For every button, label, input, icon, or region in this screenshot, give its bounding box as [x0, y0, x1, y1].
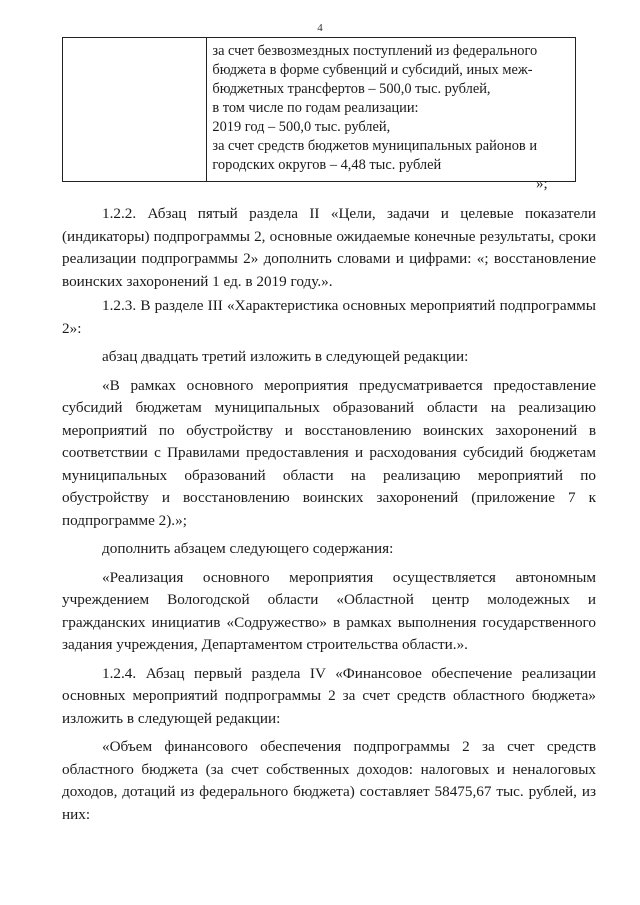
paragraph-quoted-text-2: «Реализация основного мероприятия осуществляется автономным учреждением Вологодской области «Областной центр молодежных и гражданских инициатив «Содружество» в рамках выполнения государственного задания учреждения, Департаментом строительства области.». [62, 568, 596, 653]
paragraph-quoted-text-3: «Объем финансового обеспечения подпрограммы 2 за счет средств областного бюджета (за счет собственных доходов: налоговых и неналоговых доходов, дотаций из федерального бюджета) составляет 58475,67 тыс. рублей, из них: [62, 738, 596, 823]
table-cell-empty [63, 38, 207, 182]
paragraph-1-2-2: 1.2.2. Абзац пятый раздела II «Цели, задачи и целевые показатели (индикаторы) подпрограммы 2, основные ожидаемые конечные результаты, сроки реализации подпрограммы 2» дополнить словами и цифрами: «; восстановление воинских захоронений 1 ед. в 2019 году.». [62, 205, 596, 290]
table-cell-line: бюджетных трансфертов – 500,0 тыс. рублей, [212, 81, 491, 97]
paragraph-quoted-text-1: «В рамках основного мероприятия предусматривается предоставление субсидий бюджетам муниципальных образований области на реализацию мероприятий по обустройству и восстановлению воинских захоронений в соответствии с Правилами предоставления и расходования субсидий бюджетам муниципальных образований области на реализацию мероприятий по обустройству и восстановлению воинских захоронений (приложение 7 к подпрограмме 2).»; [62, 376, 596, 529]
table-row [63, 38, 576, 182]
document-body [62, 203, 596, 826]
table-cell-line: 2019 год – 500,0 тыс. рублей, [212, 119, 391, 135]
paragraph-1-2-3: 1.2.3. В разделе III «Характеристика основных мероприятий подпрограммы 2»: [62, 297, 596, 337]
page-number: 4 [317, 22, 323, 34]
table-cell-line: городских округов – 4,48 тыс. рублей [212, 157, 442, 173]
funding-table [62, 37, 576, 182]
table-cell-line: за счет средств бюджетов муниципальных районов и [212, 138, 538, 154]
paragraph-rewrite-intro: абзац двадцать третий изложить в следующей редакции: [102, 348, 469, 365]
paragraph-1-2-4: 1.2.4. Абзац первый раздела IV «Финансовое обеспечение реализации основных мероприятий подпрограммы 2 за счет средств областного бюджета» изложить в следующей редакции: [62, 664, 596, 727]
table-cell-line: за счет безвозмездных поступлений из федерального [212, 43, 538, 59]
paragraph-add-intro: дополнить абзацем следующего содержания: [102, 540, 394, 557]
table-cell-line: в том числе по годам реализации: [212, 100, 419, 116]
closing-quote: »; [536, 176, 548, 192]
table-cell-funding-text [207, 38, 576, 182]
table-cell-line: бюджета в форме субвенций и субсидий, иных меж- [212, 62, 533, 78]
